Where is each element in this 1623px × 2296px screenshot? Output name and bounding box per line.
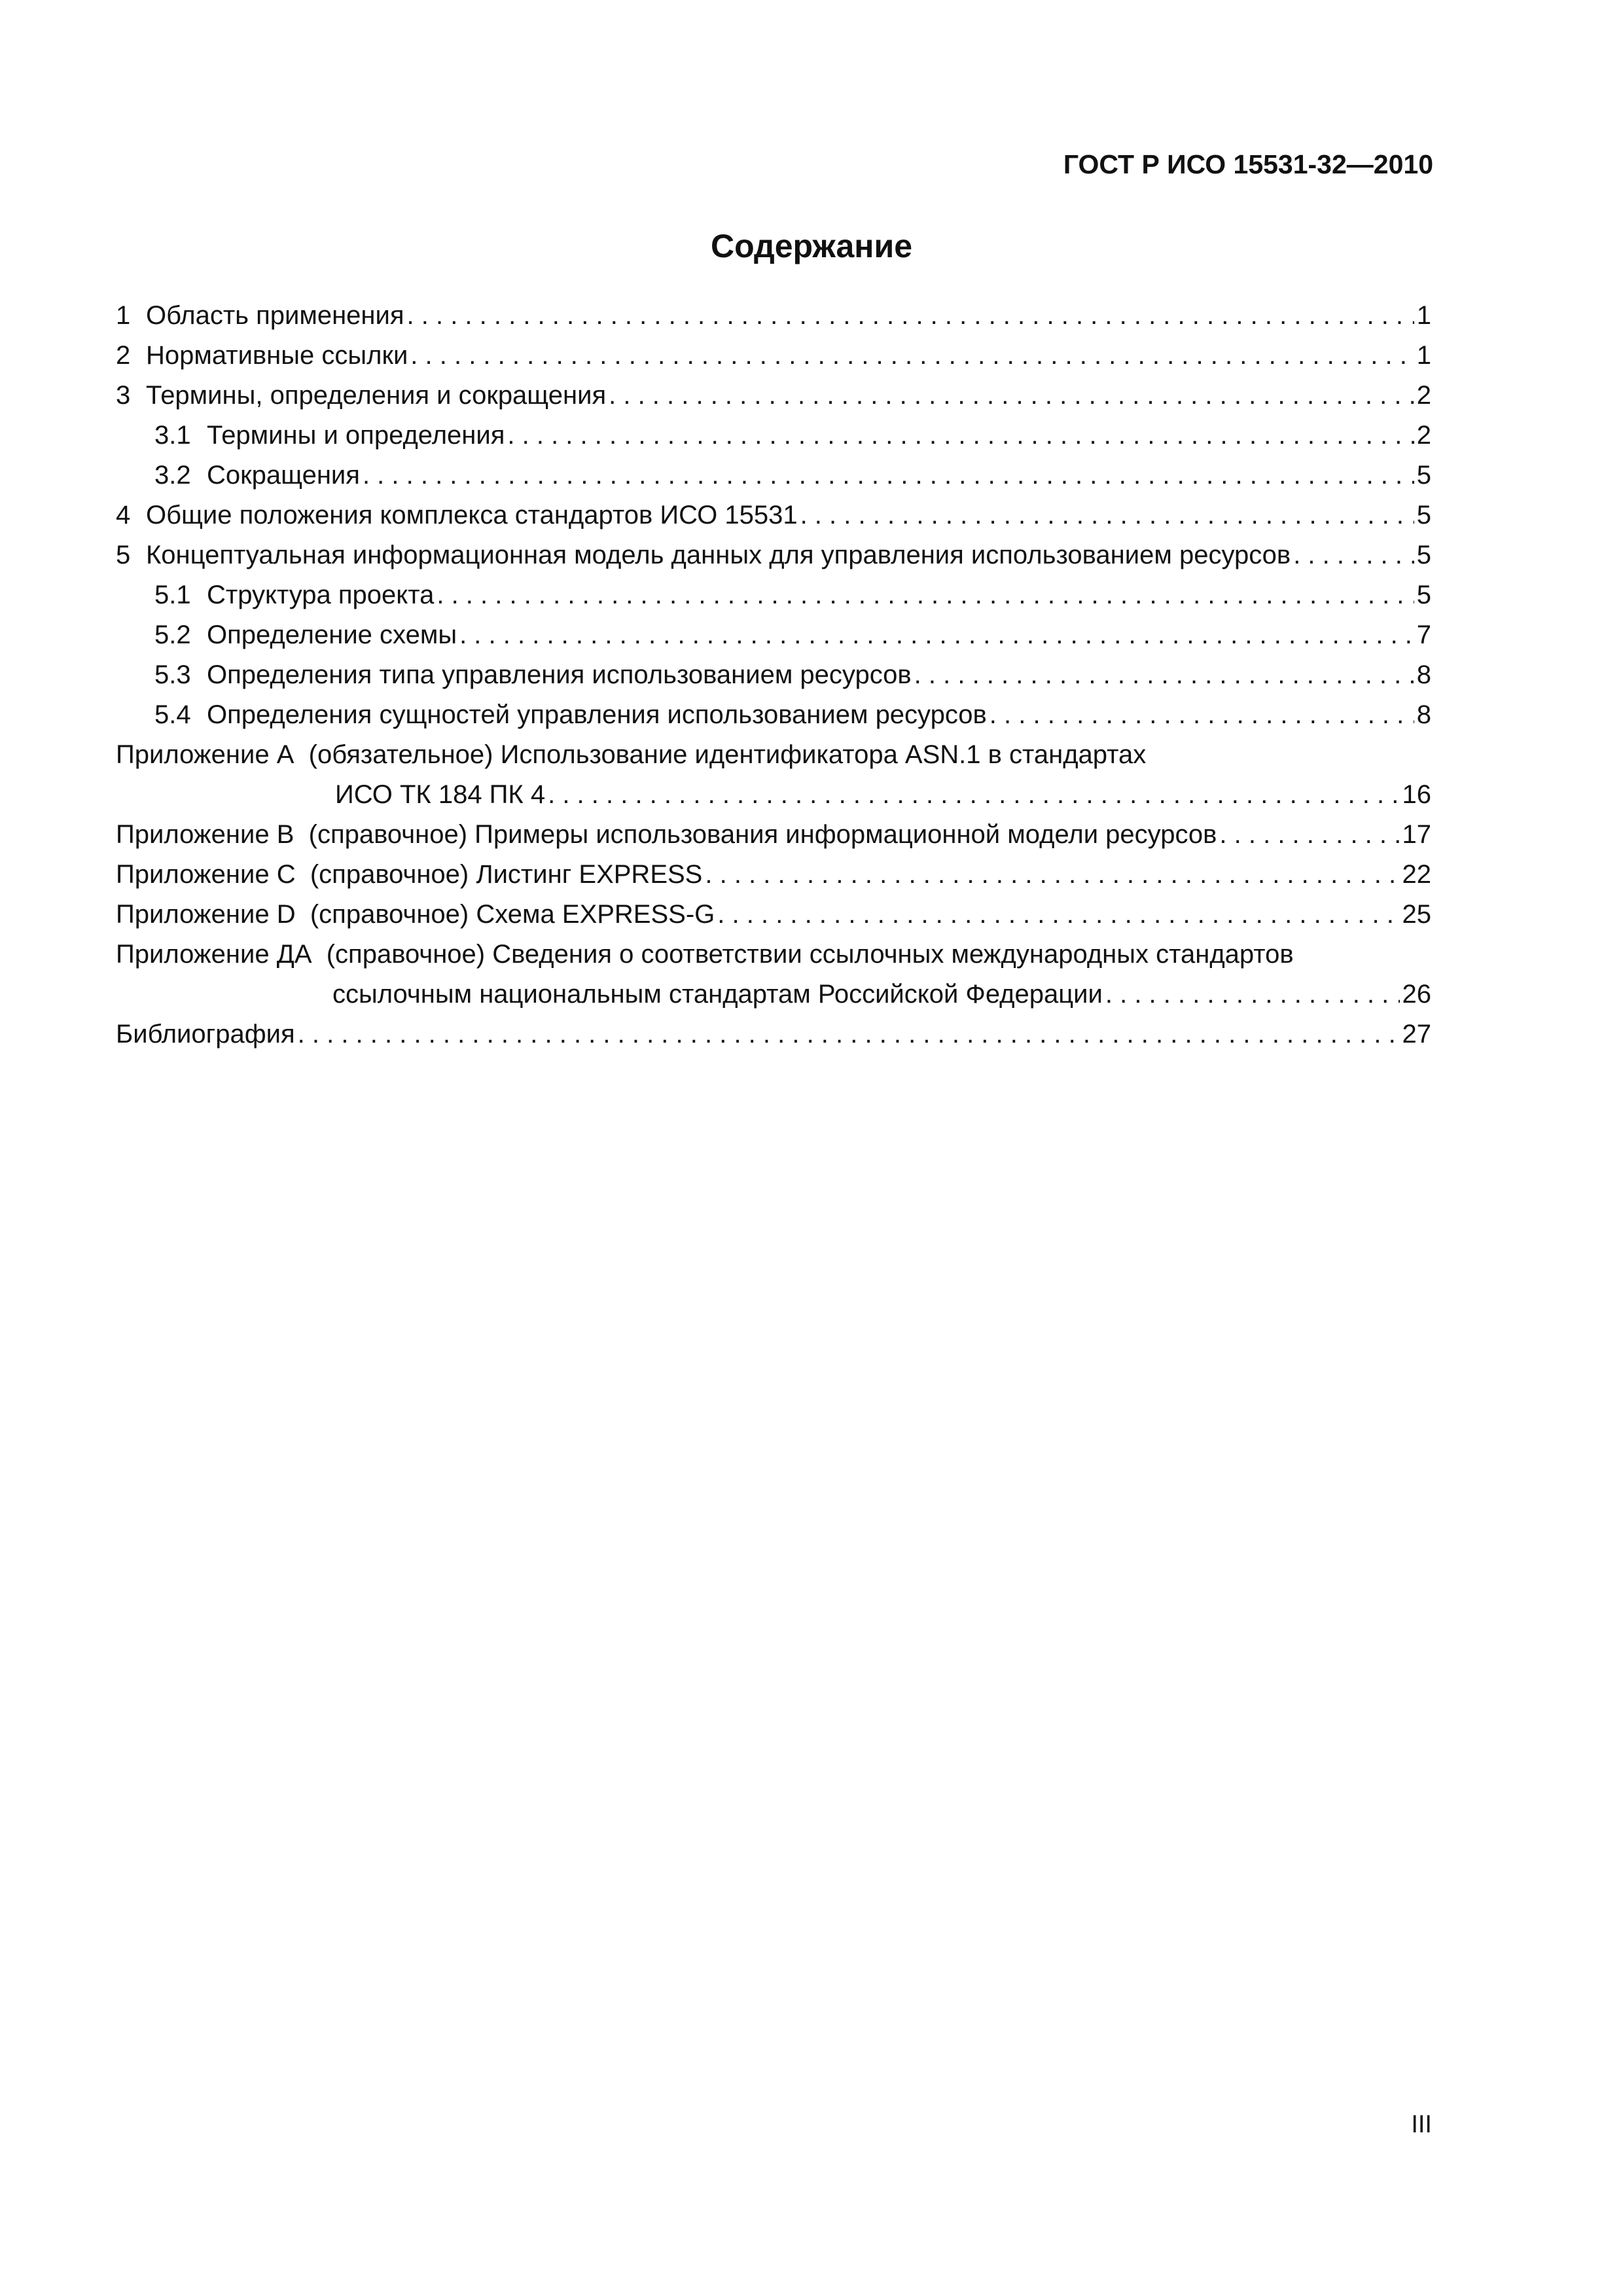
page-number: III bbox=[1411, 2111, 1432, 2138]
dot-leader bbox=[609, 376, 1414, 416]
appendix-title-line2: ИСО ТК 184 ПК 4 bbox=[335, 780, 546, 809]
toc-entry-number: 3 bbox=[116, 381, 131, 410]
toc-entry-number: 4 bbox=[116, 501, 131, 529]
toc-page-number: 8 bbox=[1416, 700, 1431, 729]
toc-entry-text: Общие положения комплекса стандартов ИСО 15531 bbox=[146, 501, 798, 529]
toc-page-number: 26 bbox=[1402, 980, 1431, 1009]
dot-leader bbox=[800, 495, 1414, 535]
dot-leader bbox=[437, 575, 1414, 615]
toc-entry-number: 3.1 bbox=[154, 421, 191, 450]
appendix-title: (справочное) Листинг EXPRESS bbox=[310, 860, 703, 889]
toc-appendix-b[interactable] bbox=[116, 815, 1431, 855]
dot-leader bbox=[1219, 815, 1399, 855]
toc-entry-5[interactable] bbox=[116, 535, 1431, 575]
toc-entry-5-2[interactable] bbox=[116, 615, 1431, 655]
toc-entry-text: Термины и определения bbox=[207, 421, 505, 450]
toc-appendix-da[interactable] bbox=[116, 935, 1431, 1014]
toc-entry-text: Нормативные ссылки bbox=[146, 341, 408, 370]
toc-entry-text: Область применения bbox=[146, 301, 404, 330]
toc-page-number: 2 bbox=[1416, 381, 1431, 410]
toc-entry-text: Сокращения bbox=[207, 461, 360, 490]
document-number: ГОСТ Р ИСО 15531-32—2010 bbox=[1063, 149, 1433, 179]
toc-appendix-d[interactable] bbox=[116, 895, 1431, 935]
bibliography-label: Библиография bbox=[116, 1020, 295, 1049]
dot-leader bbox=[298, 1014, 1400, 1054]
appendix-prefix: Приложение В bbox=[116, 820, 294, 849]
toc-page-number: 27 bbox=[1402, 1020, 1431, 1049]
toc-page-number: 2 bbox=[1416, 421, 1431, 450]
appendix-prefix: Приложение А bbox=[116, 740, 294, 769]
toc-entry-text: Структура проекта bbox=[207, 581, 435, 609]
toc-page-number: 7 bbox=[1416, 620, 1431, 649]
toc-entry-5-4[interactable] bbox=[116, 695, 1431, 735]
toc-entry-3-2[interactable] bbox=[116, 456, 1431, 495]
appendix-prefix: Приложение С bbox=[116, 860, 296, 889]
toc-entry-1[interactable] bbox=[116, 296, 1431, 336]
dot-leader bbox=[717, 895, 1399, 935]
toc-page-number: 1 bbox=[1416, 301, 1431, 330]
toc-page-number: 16 bbox=[1402, 780, 1431, 809]
toc-entry-number: 5.3 bbox=[154, 660, 191, 689]
toc-appendix-a[interactable] bbox=[116, 735, 1431, 815]
toc-entry-text: Определения типа управления использованием ресурсов bbox=[207, 660, 912, 689]
toc-page-number: 5 bbox=[1416, 501, 1431, 529]
toc-entry-number: 3.2 bbox=[154, 461, 191, 490]
toc-entry-4[interactable] bbox=[116, 495, 1431, 535]
appendix-title-line2: ссылочным национальным стандартам Российской Федерации bbox=[332, 980, 1103, 1009]
toc-entry-number: 5.4 bbox=[154, 700, 191, 729]
dot-leader bbox=[548, 775, 1399, 815]
toc-bibliography[interactable] bbox=[116, 1014, 1431, 1054]
appendix-title: (справочное) Примеры использования информационной модели ресурсов bbox=[308, 820, 1217, 849]
toc-entry-number: 2 bbox=[116, 341, 131, 370]
table-of-contents bbox=[116, 296, 1431, 1054]
toc-page-number: 22 bbox=[1402, 860, 1431, 889]
toc-entry-text: Термины, определения и сокращения bbox=[146, 381, 607, 410]
dot-leader bbox=[459, 615, 1414, 655]
toc-entry-text: Определения сущностей управления использованием ресурсов bbox=[207, 700, 987, 729]
toc-entry-text: Концептуальная информационная модель данных для управления использованием ресурсов bbox=[146, 541, 1291, 569]
dot-leader bbox=[1105, 975, 1400, 1014]
dot-leader bbox=[705, 855, 1399, 895]
toc-entry-number: 5.1 bbox=[154, 581, 191, 609]
appendix-title-line1: (обязательное) Использование идентификатора ASN.1 в стандартах bbox=[308, 740, 1147, 769]
appendix-title: (справочное) Схема EXPRESS-G bbox=[310, 900, 715, 929]
toc-page-number: 25 bbox=[1402, 900, 1431, 929]
dot-leader bbox=[507, 416, 1414, 456]
dot-leader bbox=[1293, 535, 1414, 575]
toc-page-number: 17 bbox=[1402, 820, 1431, 849]
toc-entry-text: Определение схемы bbox=[207, 620, 457, 649]
dot-leader bbox=[410, 336, 1414, 376]
appendix-prefix: Приложение ДА bbox=[116, 940, 312, 969]
appendix-title-line1: (справочное) Сведения о соответствии ссылочных международных стандартов bbox=[326, 940, 1294, 969]
toc-entry-2[interactable] bbox=[116, 336, 1431, 376]
toc-entry-5-1[interactable] bbox=[116, 575, 1431, 615]
toc-entry-5-3[interactable] bbox=[116, 655, 1431, 695]
toc-page-number: 5 bbox=[1416, 581, 1431, 609]
appendix-prefix: Приложение D bbox=[116, 900, 296, 929]
toc-appendix-c[interactable] bbox=[116, 855, 1431, 895]
toc-entry-number: 5 bbox=[116, 541, 131, 569]
dot-leader bbox=[407, 296, 1414, 336]
toc-page-number: 1 bbox=[1416, 341, 1431, 370]
toc-entry-3-1[interactable] bbox=[116, 416, 1431, 456]
dot-leader bbox=[363, 456, 1414, 495]
toc-page-number: 5 bbox=[1416, 461, 1431, 490]
toc-entry-3[interactable] bbox=[116, 376, 1431, 416]
dot-leader bbox=[914, 655, 1414, 695]
toc-entry-number: 1 bbox=[116, 301, 131, 330]
toc-page-number: 5 bbox=[1416, 541, 1431, 569]
toc-title: Содержание bbox=[710, 228, 913, 264]
toc-page-number: 8 bbox=[1416, 660, 1431, 689]
toc-entry-number: 5.2 bbox=[154, 620, 191, 649]
dot-leader bbox=[990, 695, 1414, 735]
